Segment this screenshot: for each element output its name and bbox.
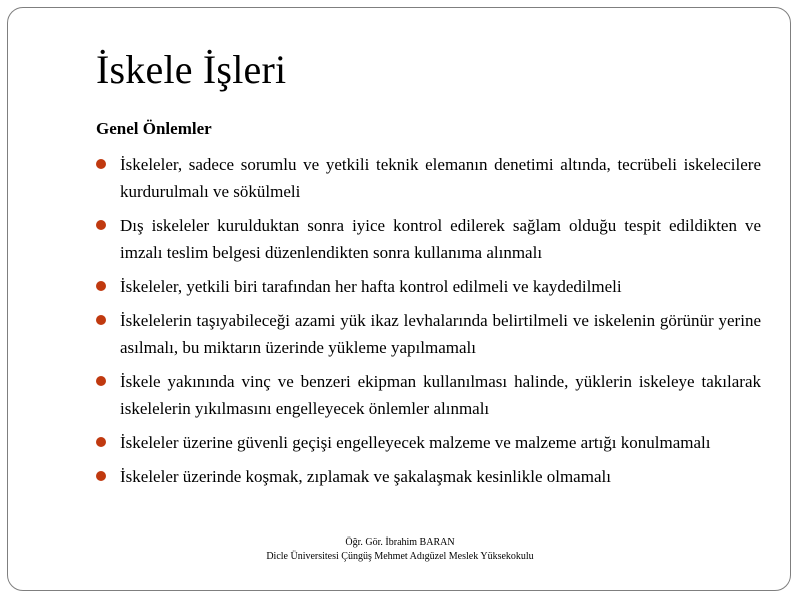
bullet-text: İskeleler, yetkili biri tarafından her hafta kontrol edilmeli ve kaydedilmeli (120, 277, 622, 296)
bullet-item (96, 429, 761, 456)
footer-author: Öğr. Gör. İbrahim BARAN (345, 537, 455, 548)
bullet-text: İskeleler, sadece sorumlu ve yetkili teknik elemanın denetimi altında, tecrübeli iskelecilere kurdurulmalı ve sökülmeli (120, 155, 761, 201)
bullet-dot-icon (96, 159, 106, 169)
bullet-text: İskeleler üzerine güvenli geçişi engelleyecek malzeme ve malzeme artığı konulmamalı (120, 433, 711, 452)
bullet-dot-icon (96, 315, 106, 325)
bullet-text: Dış iskeleler kurulduktan sonra iyice kontrol edilerek sağlam olduğu tespit edildikten ve imzalı teslim belgesi düzenlendikten sonra kullanıma alınmalı (120, 216, 761, 262)
bullet-dot-icon (96, 220, 106, 230)
section-heading: Genel Önlemler (96, 119, 212, 138)
bullet-list (96, 151, 761, 490)
bullet-item (96, 463, 761, 490)
footer-institution: Dicle Üniversitesi Çüngüş Mehmet Adıgüzel Meslek Yüksekokulu (266, 551, 534, 562)
slide-title: İskele İşleri (96, 47, 287, 92)
bullet-item (96, 273, 761, 300)
slide-footer (8, 536, 792, 564)
bullet-dot-icon (96, 471, 106, 481)
bullet-dot-icon (96, 281, 106, 291)
bullet-text: İskele yakınında vinç ve benzeri ekipman kullanılması halinde, yüklerin iskeleye takılarak iskelelerin yıkılmasını engelleyecek önlemler alınmalı (120, 372, 761, 418)
bullet-item (96, 368, 761, 422)
bullet-dot-icon (96, 376, 106, 386)
bullet-item (96, 212, 761, 266)
bullet-text: İskelelerin taşıyabileceği azami yük ikaz levhalarında belirtilmeli ve iskelenin görünür yerine asılmalı, bu miktarın üzerinde yükleme yapılmamalı (120, 311, 761, 357)
bullet-dot-icon (96, 437, 106, 447)
bullet-item (96, 307, 761, 361)
slide (7, 7, 791, 591)
bullet-item (96, 151, 761, 205)
bullet-text: İskeleler üzerinde koşmak, zıplamak ve şakalaşmak kesinlikle olmamalı (120, 467, 611, 486)
